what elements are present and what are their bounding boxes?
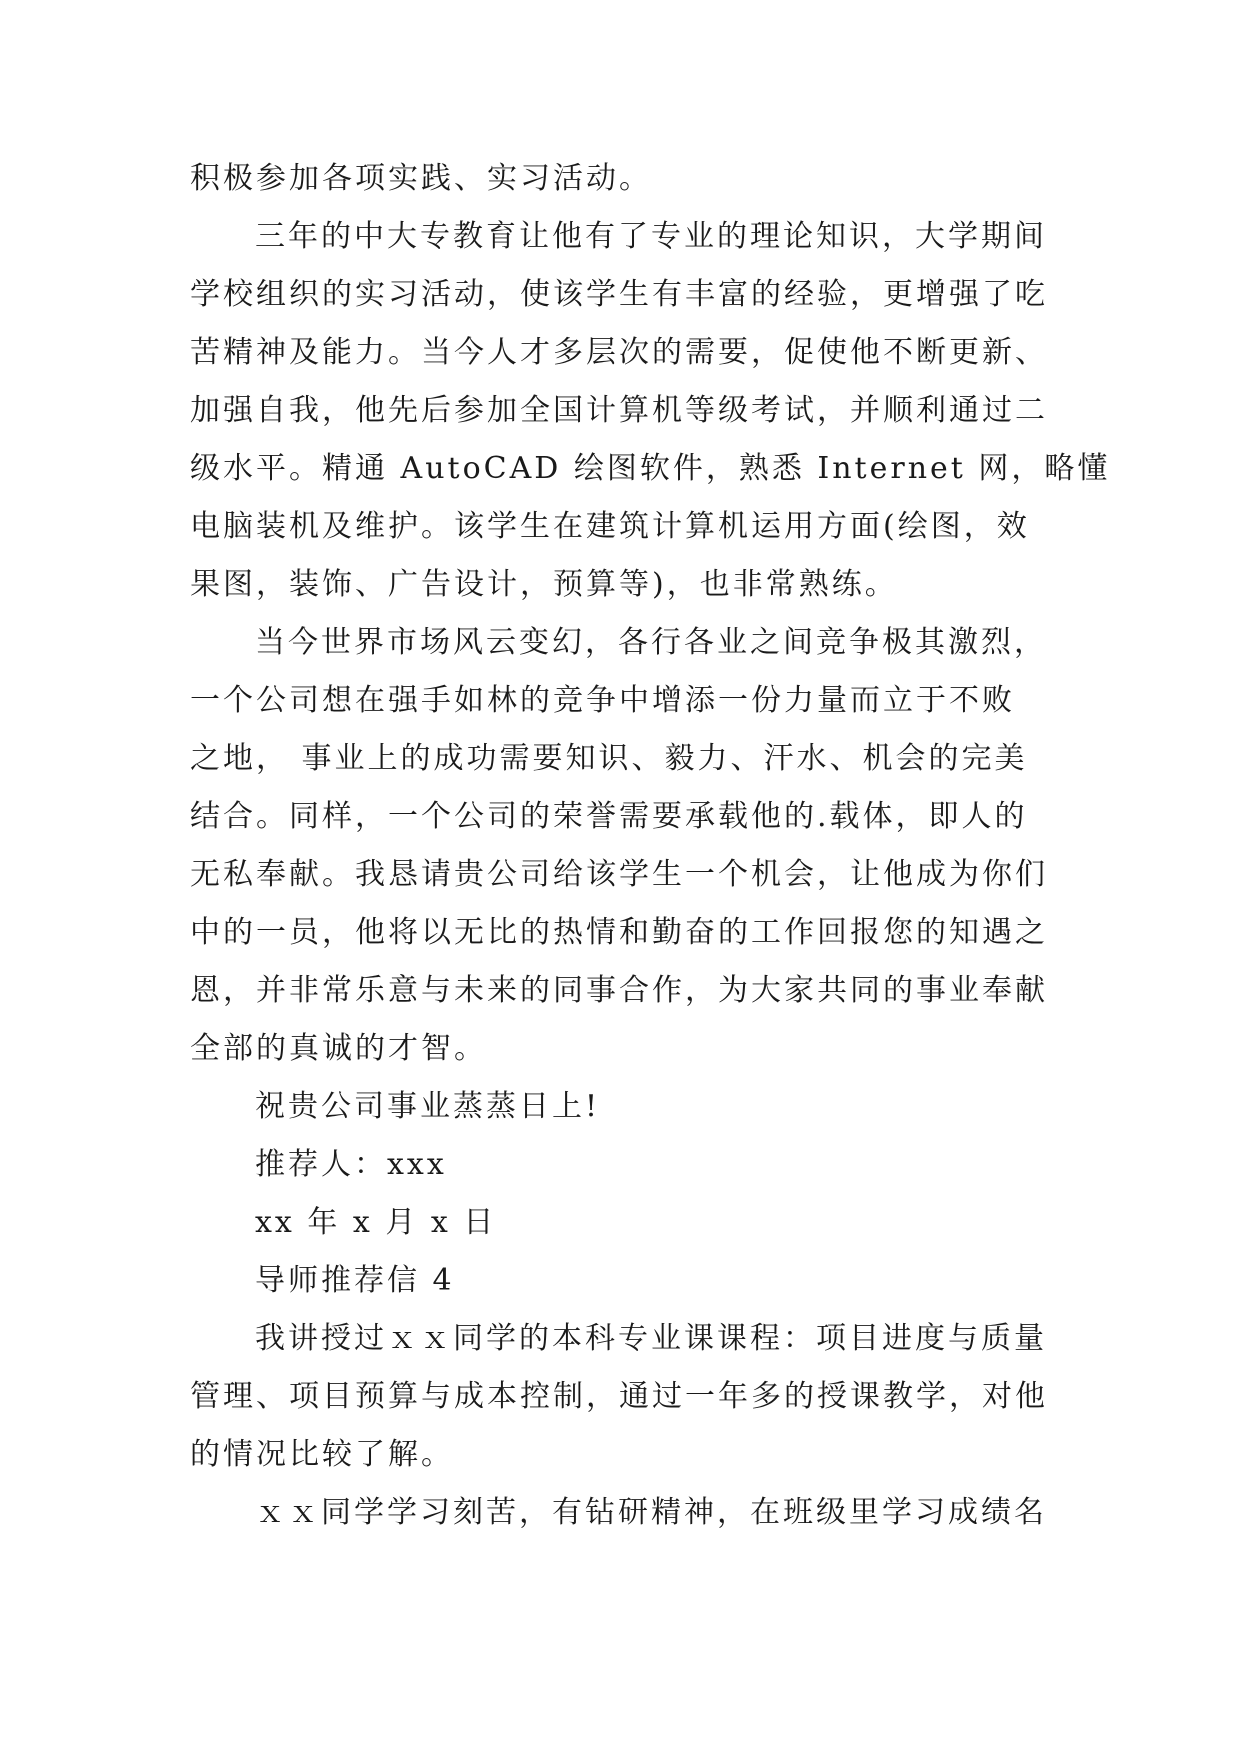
paragraph-start-line: 我讲授过ｘｘ同学的本科专业课课程：项目进度与质量 xyxy=(255,1321,1047,1356)
text-line: 的情况比较了解。 xyxy=(190,1437,454,1472)
paragraph-start-line: 三年的中大专教育让他有了专业的理论知识，大学期间 xyxy=(255,219,1047,254)
text-line: 积极参加各项实践、实习活动。 xyxy=(190,161,652,196)
text-line: 之地， 事业上的成功需要知识、毅力、汗水、机会的完美 xyxy=(190,741,1028,776)
text-line: 管理、项目预算与成本控制，通过一年多的授课教学，对他 xyxy=(190,1379,1048,1414)
document-body xyxy=(190,150,1111,1542)
paragraph-start-line: ｘｘ同学学习刻苦，有钻研精神，在班级里学习成绩名 xyxy=(255,1495,1047,1530)
text-line: 级水平。精通 AutoCAD 绘图软件，熟悉 Internet 网，略懂 xyxy=(190,451,1111,486)
text-line: 一个公司想在强手如林的竞争中增添一份力量而立于不败 xyxy=(190,683,1015,718)
text-line: 恩，并非常乐意与未来的同事合作，为大家共同的事业奉献 xyxy=(190,973,1048,1008)
recommender-line: 推荐人：xxx xyxy=(255,1147,447,1182)
closing-wish: 祝贵公司事业蒸蒸日上! xyxy=(255,1089,601,1124)
text-line: 学校组织的实习活动，使该学生有丰富的经验，更增强了吃 xyxy=(190,277,1048,312)
text-line: 电脑装机及维护。该学生在建筑计算机运用方面(绘图，效 xyxy=(190,509,1030,544)
text-line: 果图，装饰、广告设计，预算等)，也非常熟练。 xyxy=(190,567,898,602)
paragraph-start-line: 当今世界市场风云变幻，各行各业之间竞争极其激烈， xyxy=(255,625,1047,660)
text-line: 结合。同样，一个公司的荣誉需要承载他的.载体，即人的 xyxy=(190,799,1028,834)
text-line: 无私奉献。我恳请贵公司给该学生一个机会，让他成为你们 xyxy=(190,857,1048,892)
text-line: 中的一员，他将以无比的热情和勤奋的工作回报您的知遇之 xyxy=(190,915,1048,950)
text-line: 加强自我，他先后参加全国计算机等级考试，并顺利通过二 xyxy=(190,393,1048,428)
text-line: 苦精神及能力。当今人才多层次的需要，促使他不断更新、 xyxy=(190,335,1048,370)
date-line: xx 年 x 月 x 日 xyxy=(255,1205,497,1240)
section-heading: 导师推荐信 4 xyxy=(255,1263,455,1298)
text-line: 全部的真诚的才智。 xyxy=(190,1031,487,1066)
